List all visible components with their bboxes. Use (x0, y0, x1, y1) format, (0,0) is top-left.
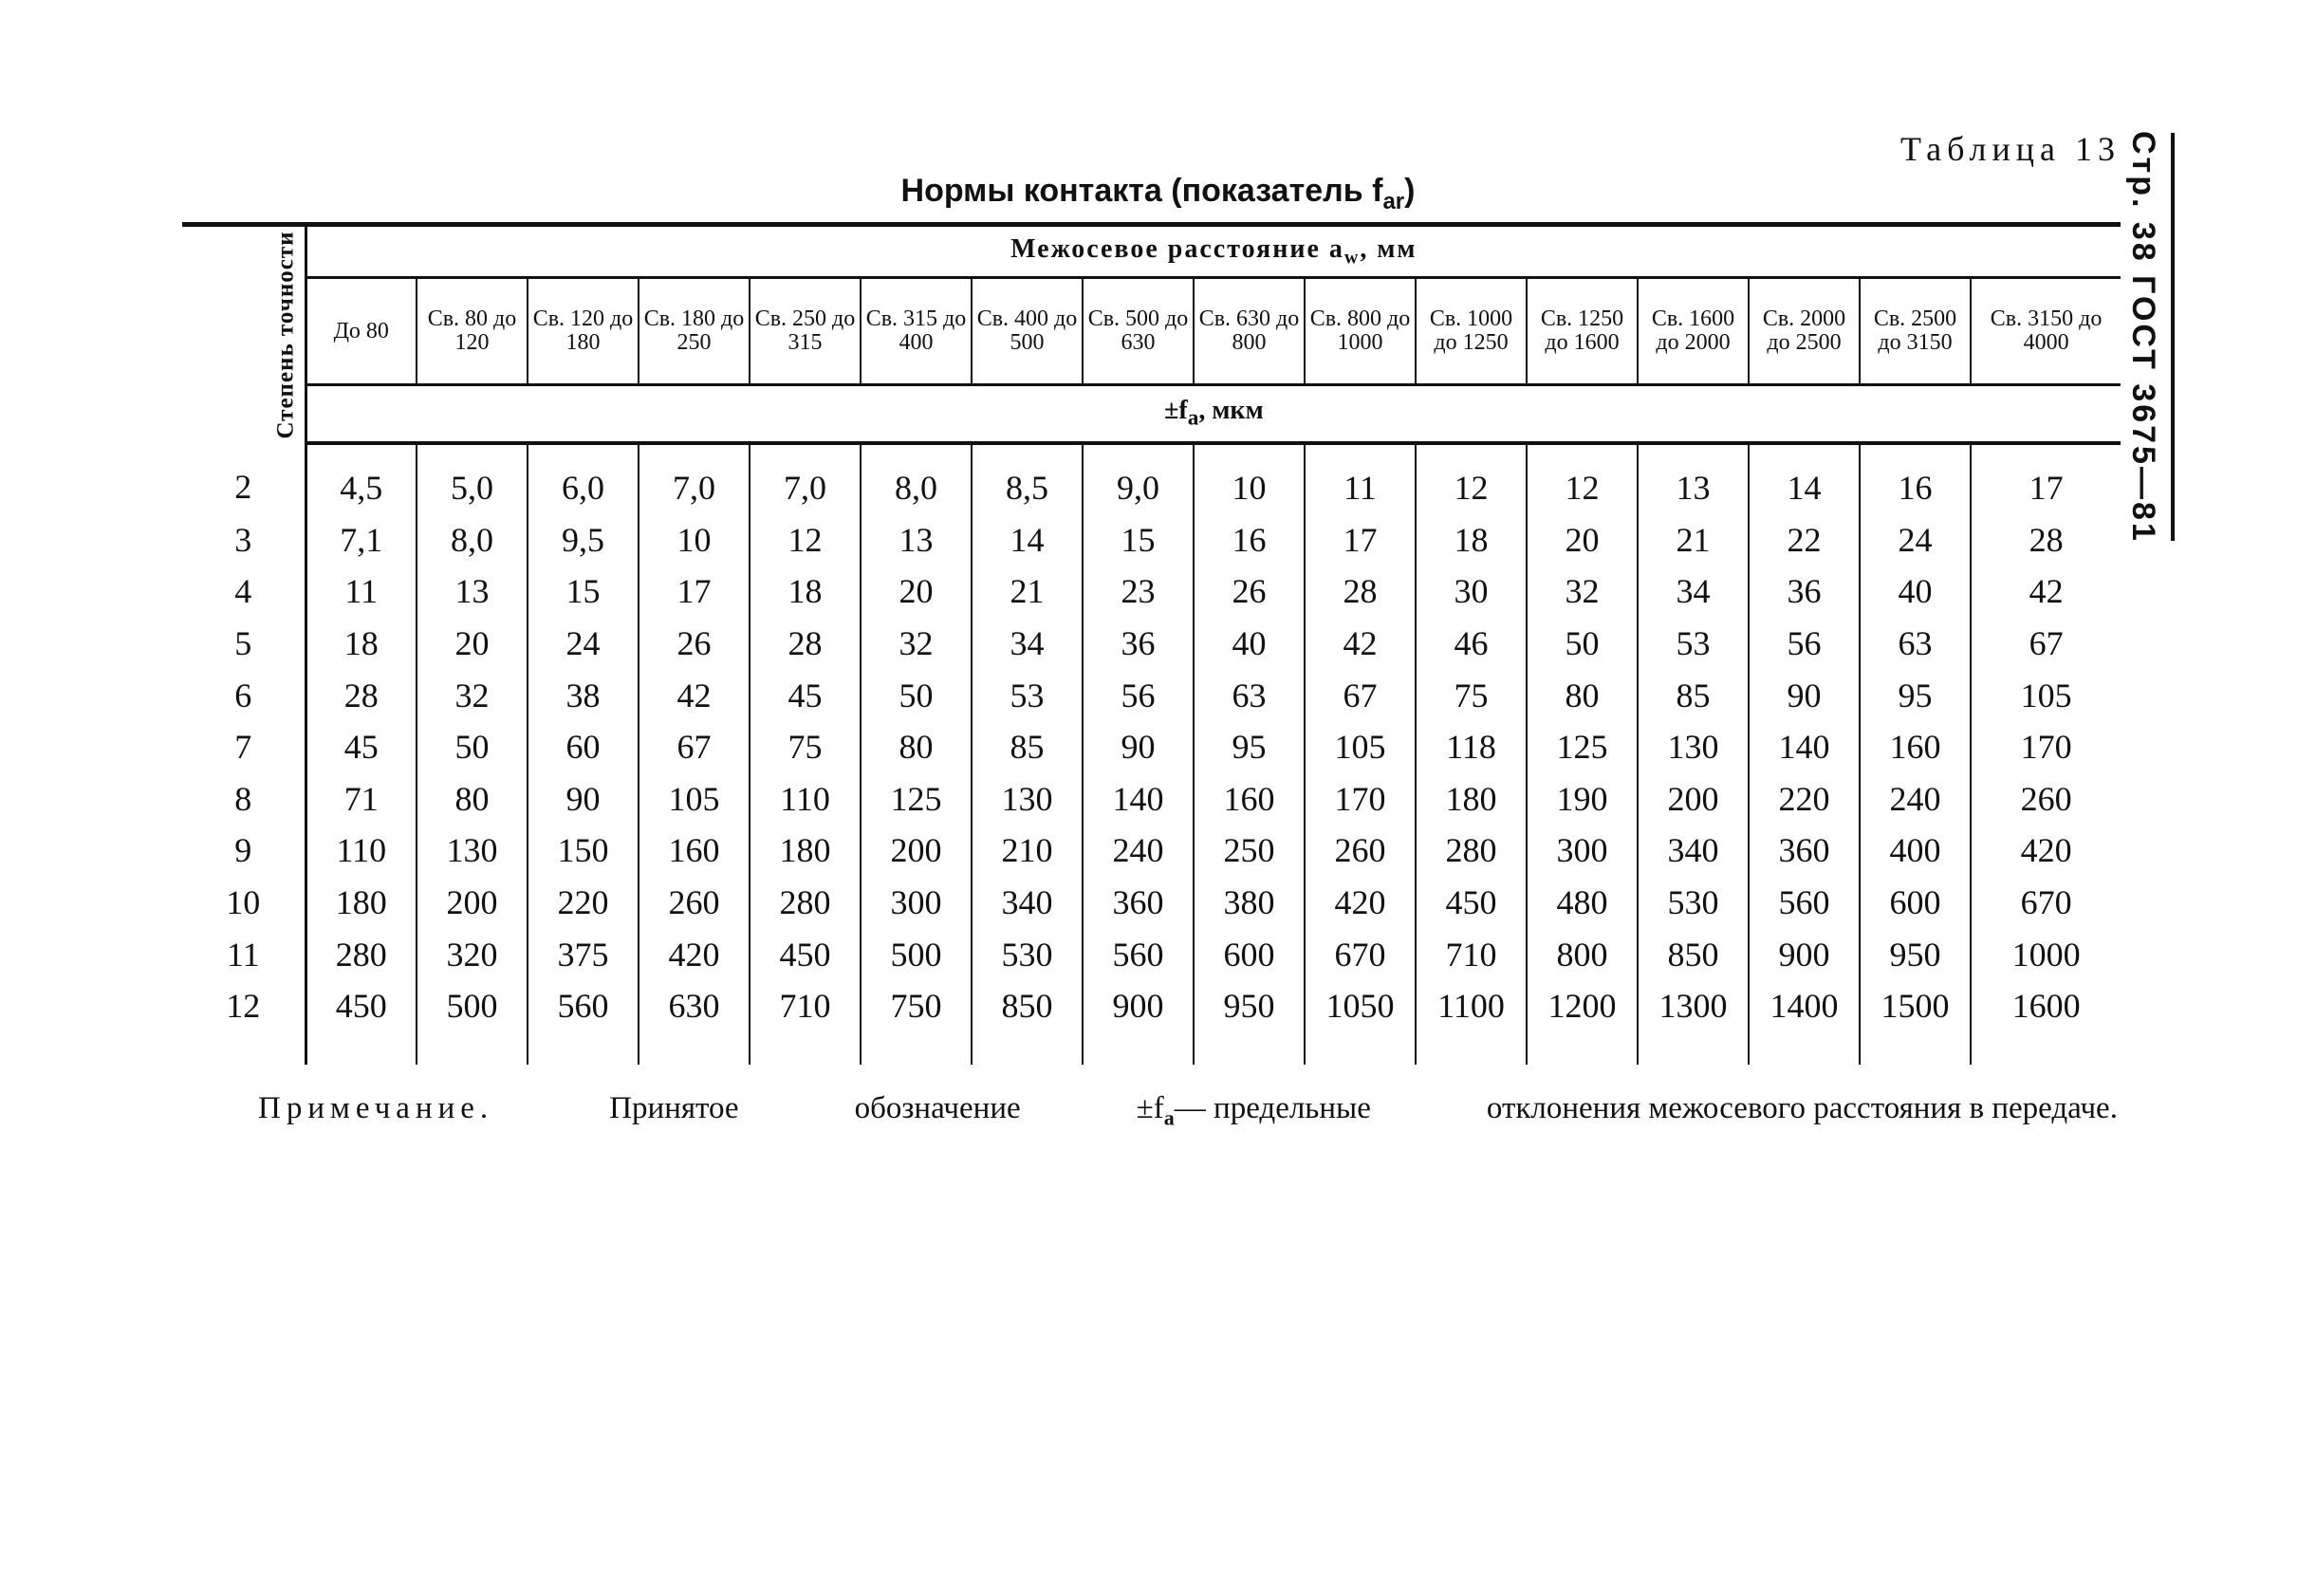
value-cell: 360 (1083, 877, 1194, 929)
value-cell: 375 (528, 928, 639, 980)
value-cell: 7,1 (306, 514, 417, 566)
value-cell: 13 (417, 566, 528, 618)
value-cell: 26 (1194, 566, 1305, 618)
value-cell: 260 (2020, 779, 2072, 818)
table-row (182, 514, 2121, 566)
value-cell: 450 (306, 980, 417, 1065)
value-cell: 530 (1638, 877, 1749, 929)
value-cell: 20 (861, 566, 972, 618)
value-cell: 140 (1083, 773, 1194, 826)
value-cell: 560 (1083, 928, 1194, 980)
value-cell: 32 (861, 618, 972, 670)
value-cell: 34 (1638, 566, 1749, 618)
value-cell: 420 (2020, 831, 2072, 870)
value-cell: 950 (1860, 928, 1971, 980)
value-cell: 110 (750, 773, 861, 826)
value-cell: 7,0 (639, 443, 750, 514)
value-cell: 130 (1638, 721, 1749, 773)
value-cell: 90 (1083, 721, 1194, 773)
value-cell: 105 (2020, 676, 2072, 714)
value-cell: 23 (1083, 566, 1194, 618)
value-cell: 17 (1305, 514, 1416, 566)
degree-cell: 3 (182, 514, 306, 566)
value-cell: 50 (1527, 618, 1638, 670)
value-cell: 50 (861, 669, 972, 721)
table-body (182, 443, 2121, 1065)
column-header: Св. 2000 до 2500 (1749, 278, 1860, 385)
column-header: Св. 250 до 315 (750, 278, 861, 385)
center-distance-label: Межосевое расстояние a (1010, 233, 1344, 264)
value-cell: 170 (2020, 728, 2072, 767)
note-symbol (1137, 1091, 1371, 1131)
value-cell: 12 (1527, 443, 1638, 514)
value-cell: 67 (639, 721, 750, 773)
value-cell: 1300 (1638, 980, 1749, 1065)
column-header-row (182, 278, 2121, 385)
value-cell: 56 (1083, 669, 1194, 721)
column-header: Св. 800 до 1000 (1305, 278, 1416, 385)
table-number: Таблица 13 (1900, 130, 2121, 168)
value-cell: 160 (639, 825, 750, 877)
center-distance-unit: , мм (1360, 233, 1417, 264)
value-cell: 13 (861, 514, 972, 566)
value-cell: 40 (1194, 618, 1305, 670)
note-symbol-subscript: a (1163, 1105, 1175, 1130)
value-cell: 46 (1416, 618, 1527, 670)
value-cell: 125 (1527, 721, 1638, 773)
value-cell: 190 (1527, 773, 1638, 826)
degree-cell: 4 (182, 566, 306, 618)
page-reference: Стр. 38 ГОСТ 3675—81 (2125, 131, 2161, 544)
value-cell: 1600 (2011, 987, 2081, 1026)
value-cell: 9,5 (528, 514, 639, 566)
value-cell: 45 (750, 669, 861, 721)
value-cell: 400 (1860, 825, 1971, 877)
table-title-subscript: ar (1382, 188, 1405, 214)
value-cell: 850 (972, 980, 1083, 1065)
value-cell: 32 (1527, 566, 1638, 618)
degree-cell: 12 (182, 980, 306, 1065)
table-row (182, 773, 2121, 826)
value-cell: 320 (417, 928, 528, 980)
value-cell: 170 (1305, 773, 1416, 826)
deviation-unit: , мкм (1198, 396, 1264, 426)
value-cell: 36 (1749, 566, 1860, 618)
deviation-symbol: ±f (1163, 396, 1188, 426)
deviation-unit-header (306, 385, 2121, 444)
value-cell: 71 (306, 773, 417, 826)
value-cell: 28 (1305, 566, 1416, 618)
value-cell: 200 (1638, 773, 1749, 826)
value-cell: 280 (306, 928, 417, 980)
table-row (182, 721, 2121, 773)
value-cell: 500 (417, 980, 528, 1065)
value-cell: 63 (1194, 669, 1305, 721)
value-cell: 180 (306, 877, 417, 929)
value-cell: 15 (528, 566, 639, 618)
value-cell: 90 (528, 773, 639, 826)
value-cell: 85 (1638, 669, 1749, 721)
column-header: Св. 2500 до 3150 (1860, 278, 1971, 385)
value-cell: 1500 (1860, 980, 1971, 1065)
value-cell: 16 (1860, 443, 1971, 514)
value-cell: 260 (639, 877, 750, 929)
value-cell: 630 (639, 980, 750, 1065)
table-row (182, 928, 2121, 980)
column-header: Св. 1250 до 1600 (1527, 278, 1638, 385)
value-cell: 24 (1860, 514, 1971, 566)
value-cell: 34 (972, 618, 1083, 670)
value-cell: 53 (1638, 618, 1749, 670)
column-header: Св. 120 до 180 (528, 278, 639, 385)
value-cell: 8,5 (972, 443, 1083, 514)
value-cell: 5,0 (417, 443, 528, 514)
value-cell: 14 (1749, 443, 1860, 514)
column-header: Св. 315 до 400 (861, 278, 972, 385)
value-cell: 180 (750, 825, 861, 877)
value-cell: 105 (1305, 721, 1416, 773)
value-cell: 80 (861, 721, 972, 773)
value-cell: 160 (1194, 773, 1305, 826)
value-cell: 710 (750, 980, 861, 1065)
value-cell: 105 (639, 773, 750, 826)
value-cell: 750 (861, 980, 972, 1065)
value-cell: 220 (1749, 773, 1860, 826)
value-cell: 42 (1305, 618, 1416, 670)
value-cell: 380 (1194, 877, 1305, 929)
value-cell: 28 (750, 618, 861, 670)
value-cell: 17 (2029, 469, 2064, 508)
degree-cell: 9 (182, 825, 306, 877)
value-cell: 280 (750, 877, 861, 929)
value-cell: 16 (1194, 514, 1305, 566)
value-cell: 340 (972, 877, 1083, 929)
center-distance-subscript: w (1343, 247, 1361, 269)
value-cell: 9,0 (1083, 443, 1194, 514)
column-header: Св. 80 до 120 (417, 278, 528, 385)
value-cell: 118 (1416, 721, 1527, 773)
value-cell: 1200 (1527, 980, 1638, 1065)
value-cell: 4,5 (306, 443, 417, 514)
value-cell: 200 (417, 877, 528, 929)
value-cell: 75 (1416, 669, 1527, 721)
value-cell: 1100 (1416, 980, 1527, 1065)
value-cell: 160 (1860, 721, 1971, 773)
note-word-1: Принятое (609, 1091, 739, 1125)
value-cell: 240 (1083, 825, 1194, 877)
degree-cell: 11 (182, 928, 306, 980)
value-cell: 38 (528, 669, 639, 721)
value-cell: 18 (306, 618, 417, 670)
value-cell: 36 (1083, 618, 1194, 670)
value-cell: 60 (528, 721, 639, 773)
value-cell: 710 (1416, 928, 1527, 980)
table-title (0, 173, 2316, 215)
value-cell: 240 (1860, 773, 1971, 826)
value-cell: 32 (417, 669, 528, 721)
value-cell: 67 (1305, 669, 1416, 721)
degree-cell: 5 (182, 618, 306, 670)
value-cell: 900 (1083, 980, 1194, 1065)
center-distance-header (306, 225, 2121, 278)
value-cell: 95 (1194, 721, 1305, 773)
value-cell: 10 (1194, 443, 1305, 514)
value-cell: 85 (972, 721, 1083, 773)
value-cell: 150 (528, 825, 639, 877)
value-cell: 18 (750, 566, 861, 618)
value-cell: 20 (1527, 514, 1638, 566)
degree-cell: 8 (182, 773, 306, 826)
value-cell: 420 (1305, 877, 1416, 929)
contact-norms-table (182, 222, 2121, 1065)
table-row (182, 877, 2121, 929)
value-cell: 40 (1860, 566, 1971, 618)
value-cell: 24 (528, 618, 639, 670)
value-cell: 450 (750, 928, 861, 980)
value-cell: 130 (417, 825, 528, 877)
value-cell: 28 (306, 669, 417, 721)
value-cell: 18 (1416, 514, 1527, 566)
value-cell: 12 (1416, 443, 1527, 514)
value-cell: 21 (1638, 514, 1749, 566)
value-cell: 110 (306, 825, 417, 877)
column-header: Св. 500 до 630 (1083, 278, 1194, 385)
value-cell: 1400 (1749, 980, 1860, 1065)
value-cell: 900 (1749, 928, 1860, 980)
value-cell: 140 (1749, 721, 1860, 773)
value-cell: 14 (972, 514, 1083, 566)
note-text-2: отклонения межосевого расстояния в передаче. (1486, 1091, 2118, 1125)
value-cell: 17 (639, 566, 750, 618)
table-row (182, 980, 2121, 1065)
deviation-subscript: a (1187, 405, 1199, 431)
value-cell: 500 (861, 928, 972, 980)
value-cell: 530 (972, 928, 1083, 980)
value-cell: 125 (861, 773, 972, 826)
note-label: Примечание. (258, 1091, 494, 1125)
value-cell: 67 (2029, 624, 2064, 663)
column-header: Св. 1600 до 2000 (1638, 278, 1749, 385)
value-cell: 90 (1749, 669, 1860, 721)
value-cell: 15 (1083, 514, 1194, 566)
value-cell: 670 (1305, 928, 1416, 980)
value-cell: 340 (1638, 825, 1749, 877)
column-header: Св. 3150 до 4000 (1971, 278, 2121, 385)
value-cell: 300 (1527, 825, 1638, 877)
value-cell: 30 (1416, 566, 1527, 618)
table-row (182, 443, 2121, 514)
column-header: Св. 630 до 800 (1194, 278, 1305, 385)
value-cell: 22 (1749, 514, 1860, 566)
value-cell: 95 (1860, 669, 1971, 721)
value-cell: 11 (1305, 443, 1416, 514)
value-cell: 450 (1416, 877, 1527, 929)
value-cell: 210 (972, 825, 1083, 877)
value-cell: 6,0 (528, 443, 639, 514)
degree-header (182, 225, 306, 444)
value-cell: 1050 (1305, 980, 1416, 1065)
note-text-1: — предельные (1174, 1091, 1371, 1125)
value-cell: 45 (306, 721, 417, 773)
table-row (182, 825, 2121, 877)
value-cell: 20 (417, 618, 528, 670)
degree-cell: 10 (182, 877, 306, 929)
column-header: До 80 (306, 278, 417, 385)
value-cell: 130 (972, 773, 1083, 826)
table-row (182, 618, 2121, 670)
value-cell: 12 (750, 514, 861, 566)
value-cell: 800 (1527, 928, 1638, 980)
table-row (182, 566, 2121, 618)
value-cell: 600 (1860, 877, 1971, 929)
value-cell: 42 (639, 669, 750, 721)
value-cell: 21 (972, 566, 1083, 618)
value-cell: 200 (861, 825, 972, 877)
value-cell: 950 (1194, 980, 1305, 1065)
column-header: Св. 400 до 500 (972, 278, 1083, 385)
value-cell: 850 (1638, 928, 1749, 980)
value-cell: 8,0 (861, 443, 972, 514)
value-cell: 26 (639, 618, 750, 670)
value-cell: 63 (1860, 618, 1971, 670)
value-cell: 560 (528, 980, 639, 1065)
table-title-close: ) (1404, 173, 1416, 209)
value-cell: 180 (1416, 773, 1527, 826)
note (258, 1091, 2118, 1131)
note-symbol-text: ±f (1136, 1091, 1164, 1125)
value-cell: 8,0 (417, 514, 528, 566)
value-cell: 600 (1194, 928, 1305, 980)
value-cell: 220 (528, 877, 639, 929)
value-cell: 80 (417, 773, 528, 826)
column-header: Св. 1000 до 1250 (1416, 278, 1527, 385)
value-cell: 1000 (2011, 935, 2081, 974)
degree-cell: 6 (182, 669, 306, 721)
column-header: Св. 180 до 250 (639, 278, 750, 385)
value-cell: 75 (750, 721, 861, 773)
value-cell: 10 (639, 514, 750, 566)
value-cell: 42 (2029, 572, 2064, 611)
value-cell: 28 (2029, 520, 2064, 559)
value-cell: 300 (861, 877, 972, 929)
value-cell: 56 (1749, 618, 1860, 670)
value-cell: 80 (1527, 669, 1638, 721)
value-cell: 50 (417, 721, 528, 773)
value-cell: 11 (306, 566, 417, 618)
note-word-2: обозначение (854, 1091, 1021, 1125)
value-cell: 260 (1305, 825, 1416, 877)
value-cell: 670 (2020, 883, 2072, 922)
value-cell: 7,0 (750, 443, 861, 514)
degree-cell: 7 (182, 721, 306, 773)
value-cell: 13 (1638, 443, 1749, 514)
value-cell: 420 (639, 928, 750, 980)
value-cell: 360 (1749, 825, 1860, 877)
degree-cell: 2 (182, 443, 306, 514)
value-cell: 480 (1527, 877, 1638, 929)
table-title-text: Нормы контакта (показатель f (900, 173, 1383, 209)
value-cell: 280 (1416, 825, 1527, 877)
value-cell: 250 (1194, 825, 1305, 877)
value-cell: 560 (1749, 877, 1860, 929)
value-cell: 53 (972, 669, 1083, 721)
table-row (182, 669, 2121, 721)
degree-header-text: Степень точности (272, 231, 299, 439)
